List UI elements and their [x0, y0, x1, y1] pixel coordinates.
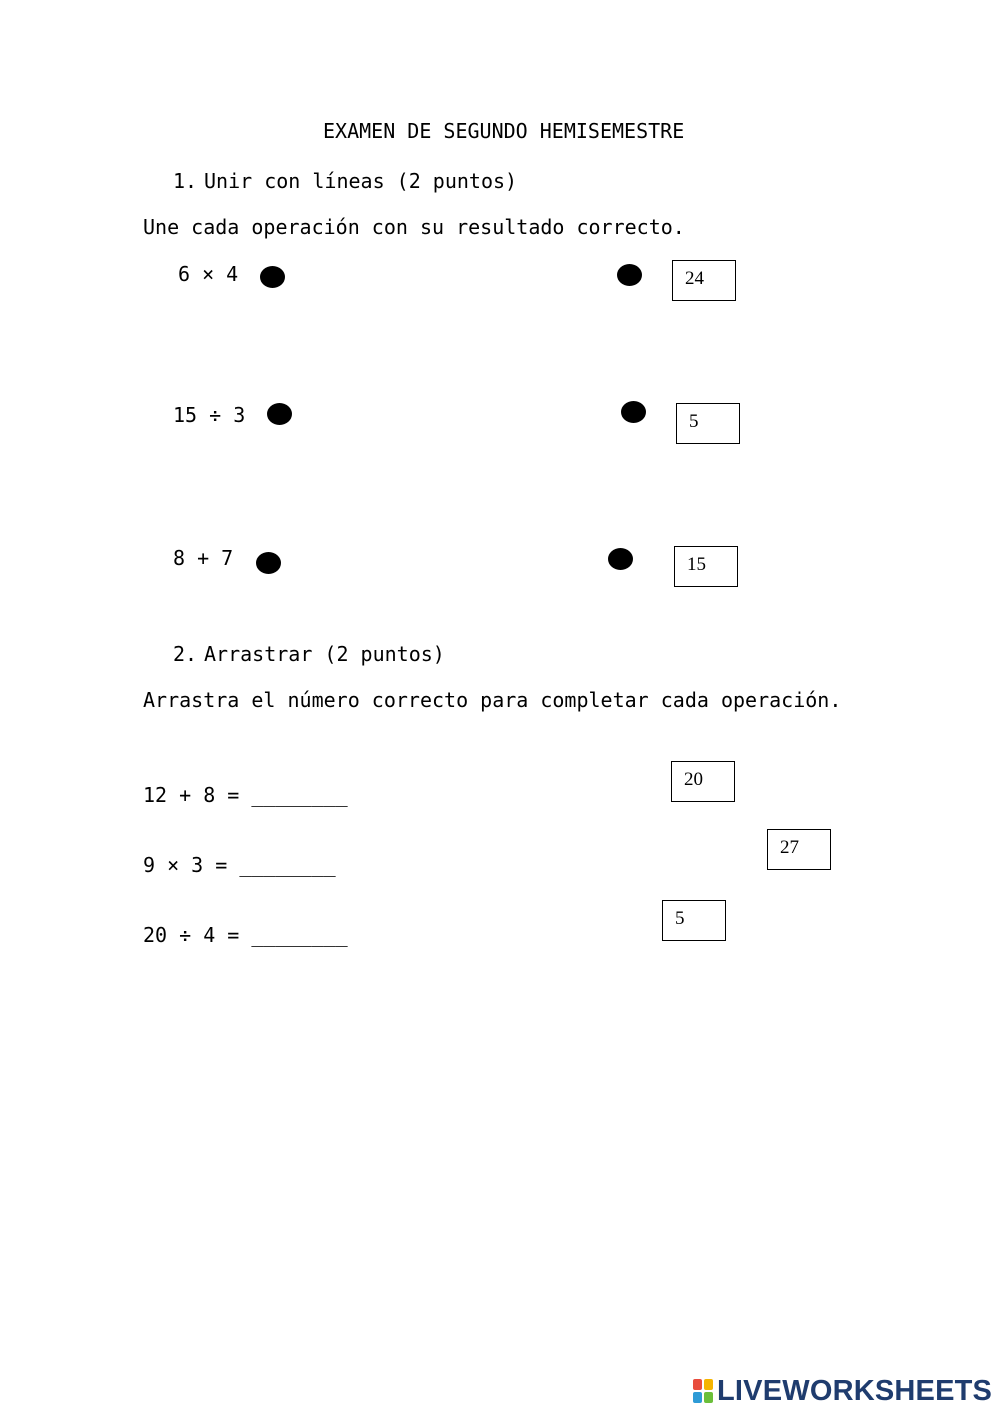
match-left-dot-3[interactable] — [256, 552, 281, 574]
section1-heading: Unir con líneas (2 puntos) — [204, 169, 518, 193]
liveworksheets-logo — [692, 1374, 992, 1408]
logo-square-2 — [704, 1379, 713, 1390]
liveworksheets-logo-icon — [692, 1378, 714, 1404]
match-result-3: 15 — [674, 546, 738, 587]
page-title: EXAMEN DE SEGUNDO HEMISEMESTRE — [323, 119, 685, 143]
match-left-dot-1[interactable] — [260, 266, 285, 288]
match-operation-1: 6 × 4 — [178, 262, 239, 286]
match-right-dot-1[interactable] — [617, 264, 642, 286]
logo-square-1 — [693, 1379, 702, 1390]
section2-number: 2. — [173, 642, 198, 666]
section2-instruction: Arrastra el número correcto para completar cada operación. — [143, 688, 842, 712]
drag-option-27[interactable]: 27 — [767, 829, 831, 870]
section1-number: 1. — [173, 169, 198, 193]
match-left-dot-2[interactable] — [267, 403, 292, 425]
match-result-2: 5 — [676, 403, 740, 444]
liveworksheets-logo-text: LIVEWORKSHEETS — [717, 1374, 993, 1407]
section1-instruction: Une cada operación con su resultado correcto. — [143, 215, 685, 239]
section2-heading: Arrastrar (2 puntos) — [204, 642, 445, 666]
drag-equation-1[interactable]: 12 + 8 = ________ — [143, 783, 348, 807]
drag-equation-2[interactable]: 9 × 3 = ________ — [143, 853, 336, 877]
drag-option-5[interactable]: 5 — [662, 900, 726, 941]
logo-square-3 — [693, 1392, 702, 1403]
match-right-dot-2[interactable] — [621, 401, 646, 423]
match-operation-3: 8 + 7 — [173, 546, 234, 570]
drag-option-20[interactable]: 20 — [671, 761, 735, 802]
match-result-1: 24 — [672, 260, 736, 301]
drag-equation-3[interactable]: 20 ÷ 4 = ________ — [143, 923, 348, 947]
match-operation-2: 15 ÷ 3 — [173, 403, 246, 427]
match-right-dot-3[interactable] — [608, 548, 633, 570]
logo-square-4 — [704, 1392, 713, 1403]
